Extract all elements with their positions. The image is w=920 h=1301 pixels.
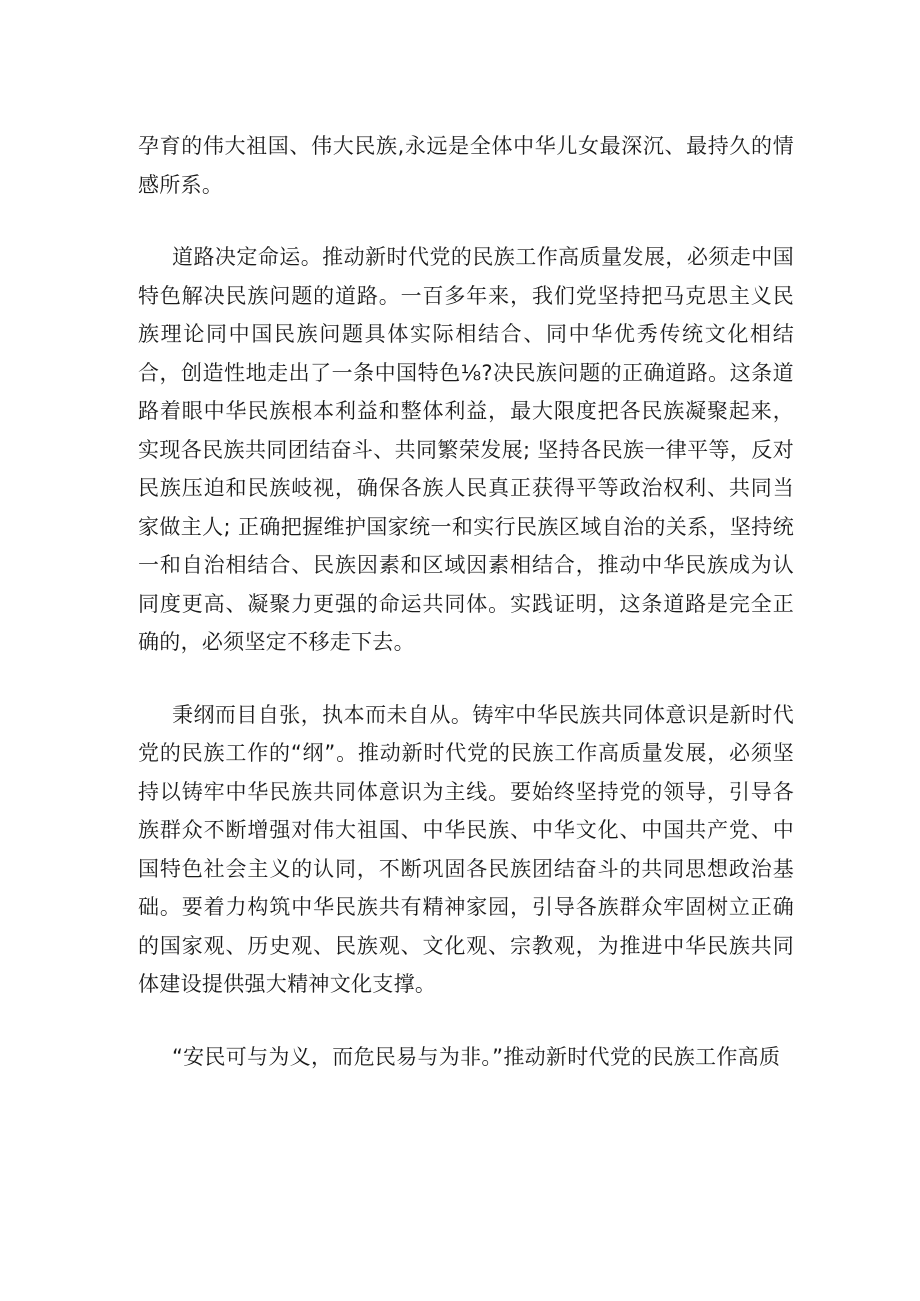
paragraph-3: 秉纲而目自张，执本而未自从。铸牢中华民族共同体意识是新时代党的民族工作的“纲”。推动新时代党的民族工作高质量发展，必须坚持以铸牢中华民族共同体意识为主线。要始终坚持党的领导，引导各族群众不断增强对伟大祖国、中华民族、中华文化、中国共产党、中国特色社会主义的认同，不断巩固各民族团结奋斗的共同思想政治基础。要着力构筑中华民族共有精神家园，引导各族群众牢固树立正确的国家观、历史观、民族观、文化观、宗教观，为推进中华民族共同体建设提供强大精神文化支撑。 (138, 702, 794, 996)
paragraph-2: 道路决定命运。推动新时代党的民族工作高质量发展，必须走中国特色解决民族问题的道路。一百多年来，我们党坚持把马克思主义民族理论同中国民族问题具体实际相结合、同中华优秀传统文化相结合，创造性地走出了一条中国特色⅛?决民族问题的正确道路。这条道路着眼中华民族根本利益和整体利益，最大限度把各民族凝聚起来，实现各民族共同团结奋斗、共同繁荣发展; 坚持各民族一律平等，反对民族压迫和民族岐视，确保各族人民真正获得平等政治权利、共同当家做主人; 正确把握维护国家统一和实行民族区域自治的关系，坚持统一和自治相结合、民族因素和区域因素相结合，推动中华民族成为认同度更高、凝聚力更强的命运共同体。实践证明，这条道路是完全正确的，必须坚定不移走下去。 (138, 245, 794, 654)
document-body (138, 127, 794, 1076)
paragraph-4: “安民可与为义，而危民易与为非。”推动新时代党的民族工作高质 (172, 1044, 781, 1069)
paragraph-1: 孕育的伟大祖国、伟大民族,永远是全体中华儿女最深沉、最持久的情感所系。 (138, 134, 794, 197)
